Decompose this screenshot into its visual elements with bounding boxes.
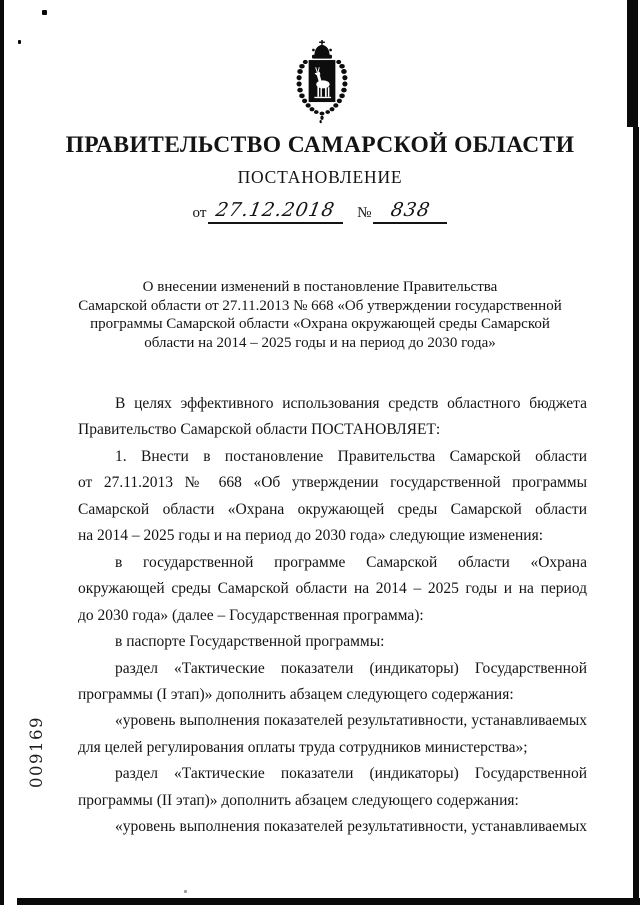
body-line: для целей регулирования оплаты труда сотрудников министерства»; [78, 738, 528, 756]
samara-coat-of-arms-icon [291, 40, 353, 124]
body-line: В целях эффективного использования средств областного бюджета [115, 395, 587, 412]
body-line: окружающей среды Самарской области на 2014 – 2025 годы и на период [78, 580, 587, 598]
scan-speck [184, 890, 187, 893]
body-line: программы (II этап)» дополнить абзацем следующего содержания: [78, 791, 519, 809]
blank-registration-number: 009169 [27, 716, 46, 788]
body-line: программы (I этап)» дополнить абзацем следующего содержания: [78, 685, 514, 703]
date-handwritten-value: 27.12.2018 [208, 199, 343, 224]
scan-edge-right [633, 127, 639, 905]
subject-line: О внесении изменений в постановление Правительства [142, 279, 498, 295]
body-line: «уровень выполнения показателей результативности, устанавливаемых [115, 818, 587, 836]
coat-of-arms-graphic [291, 40, 353, 124]
body-line: в государственной программе Самарской области «Охрана [115, 553, 587, 571]
body-line: раздел «Тактические показатели (индикаторы) Государственной [115, 765, 587, 783]
number-sign-label: № [357, 205, 372, 221]
document-body [78, 391, 587, 841]
scan-edge-right-top [627, 0, 638, 127]
scan-edge-bottom [17, 898, 640, 905]
scan-speck [42, 10, 47, 15]
subject-line: Самарской области от 27.11.2013 № 668 «Об утверждении государственной [78, 297, 562, 314]
date-number-row [0, 194, 640, 224]
body-line: до 2030 года» (далее – Государственная программа): [78, 606, 424, 624]
body-line: «уровень выполнения показателей результативности, устанавливаемых [115, 712, 587, 730]
document-type-title: ПОСТАНОВЛЕНИЕ [237, 167, 403, 187]
body-line: от 27.11.2013 № 668 «Об утверждении государственной программы [78, 474, 587, 492]
body-line: на 2014 – 2025 годы и на период до 2030 года» следующие изменения: [78, 527, 544, 545]
body-line: в паспорте Государственной программы: [115, 633, 385, 651]
number-handwritten-value: 838 [373, 199, 447, 224]
body-line: раздел «Тактические показатели (индикаторы) Государственной [115, 659, 587, 677]
scan-speck [18, 40, 21, 44]
body-line: Правительство Самарской области ПОСТАНОВЛЯЕТ: [78, 421, 441, 439]
document-subject [60, 278, 580, 352]
organization-title: ПРАВИТЕЛЬСТВО САМАРСКОЙ ОБЛАСТИ [65, 132, 575, 158]
body-line: 1. Внести в постановление Правительства Самарской области [115, 447, 587, 465]
subject-line: области на 2014 – 2025 годы и на период до 2030 года» [144, 334, 496, 351]
date-prefix-label: от [192, 205, 207, 221]
subject-line: программы Самарской области «Охрана окружающей среды Самарской [90, 316, 550, 333]
body-line: Самарской области «Охрана окружающей среды Самарской области [78, 500, 587, 518]
